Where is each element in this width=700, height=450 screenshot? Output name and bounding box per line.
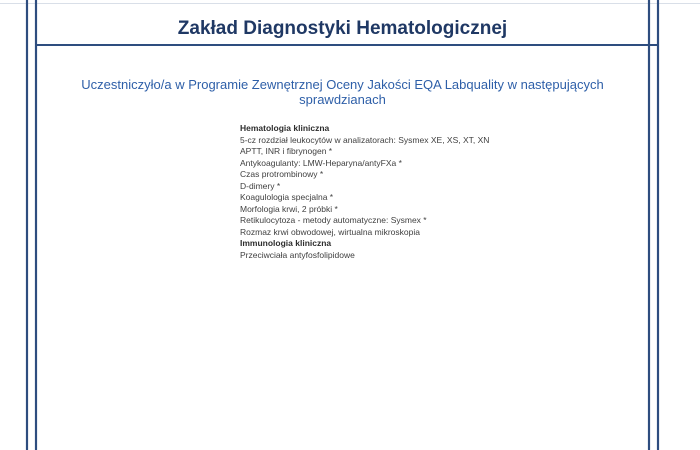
participation-statement <box>37 77 648 107</box>
right-inner-border-line <box>648 0 650 450</box>
test-list-item: Morfologia krwi, 2 próbki * <box>240 203 338 214</box>
right-outer-border-line <box>657 0 659 450</box>
test-list-item: Koagulologia specjalna * <box>240 192 334 202</box>
test-list-item: Rozmaz krwi obwodowej, wirtualna mikroskopia <box>240 226 420 237</box>
participation-statement-line1: Uczestniczyło/a w Programie Zewnętrznej Oceny Jakości EQA Labquality w następujących <box>81 77 604 92</box>
test-list-item: Retikulocytoza - metody automatyczne: Sysmex * <box>240 215 427 225</box>
test-list-item: 5-cz rozdział leukocytów w analizatorach: Sysmex XE, XS, XT, XN <box>240 134 490 145</box>
test-list-item: D-dimery * <box>240 180 281 191</box>
test-list <box>240 123 540 261</box>
test-list-item: APTT, INR i fibrynogen * <box>240 146 333 156</box>
left-inner-border-line <box>35 0 37 450</box>
title-divider-rule <box>36 44 659 46</box>
test-list-section-hematology: Hematologia kliniczna <box>240 123 330 133</box>
test-list-item: Antykoagulanty: LMW-Heparyna/antyFXa * <box>240 157 402 168</box>
page-title: Zakład Diagnostyki Hematologicznej <box>177 18 508 39</box>
top-border-line <box>0 3 700 4</box>
test-list-item: Przeciwciała antyfosfolipidowe <box>240 249 355 260</box>
test-list-section-immunology: Immunologia kliniczna <box>240 238 332 248</box>
participation-statement-line2: sprawdzianach <box>299 92 386 107</box>
test-list-item: Czas protrombinowy * <box>240 169 324 179</box>
left-outer-border-line <box>26 0 28 450</box>
